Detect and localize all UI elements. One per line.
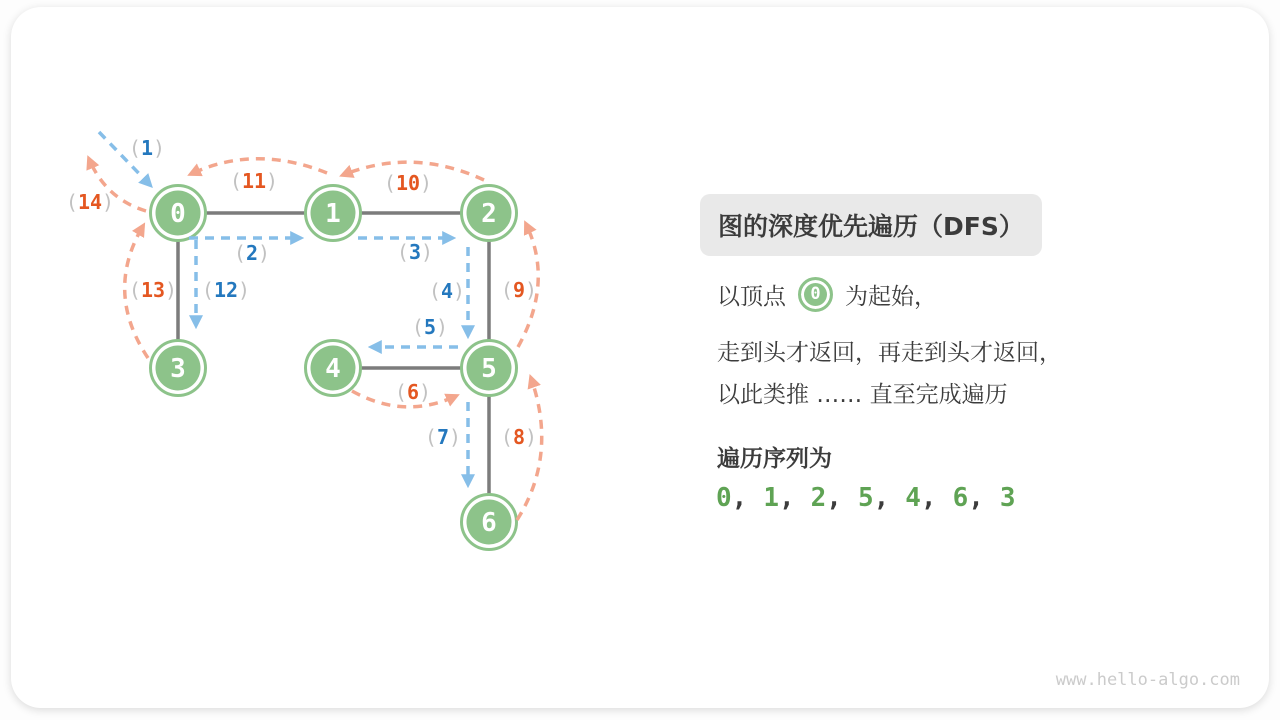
node-4-label: 4 [325,354,341,384]
sequence-comma: , [731,483,748,513]
node-3-label: 3 [170,354,186,384]
graph-node-1 [306,186,361,241]
graph-node-5 [462,341,517,396]
dfs-step-1-label: (1) [128,136,166,160]
sequence-item: 4 [905,483,921,513]
sequence-comma: , [778,483,795,513]
dfs-step-13-label: (13) [128,278,178,302]
traversal-sequence [716,483,1016,513]
sequence-item: 5 [857,483,874,513]
sequence-comma: , [968,483,984,513]
sequence-item: 3 [999,483,1016,513]
explanation-line-2: 走到头才返回，再走到头才返回， [717,340,1062,366]
dfs-step-11-label: (11) [229,169,279,193]
dfs-step-10-label: (10) [383,171,433,195]
dfs-step-6-label: (6) [394,380,432,404]
graph-node-6 [462,495,517,550]
node-2-label: 2 [481,199,497,229]
watermark: www.hello-algo.com [1055,670,1240,690]
dfs-step-5-label: (5) [411,315,449,339]
sequence-comma: , [826,483,842,513]
node-6-label: 6 [481,508,497,538]
node-0-label: 0 [170,199,186,229]
intro-suffix: 为起始， [845,283,937,310]
sequence-item: 0 [716,483,732,513]
inline-node-0 [798,277,833,312]
graph-node-4 [306,341,361,396]
node-5-label: 5 [481,354,497,384]
dfs-step-8-label: (8) [500,425,538,449]
dfs-step-9-label: (9) [500,278,538,302]
dfs-step-7-label: (7) [424,425,462,449]
sequence-comma: , [873,483,890,513]
sequence-comma: , [920,483,937,513]
dfs-step-12-label: (12) [201,278,251,302]
dfs-step-8-arrow [517,378,542,520]
sequence-item: 1 [763,483,779,513]
intro-prefix: 以顶点 [717,283,786,310]
dfs-step-3-label: (3) [396,240,434,264]
graph-node-2 [462,186,517,241]
panel-title: 图的深度优先遍历（DFS） [700,194,1042,256]
dfs-step-14-label: (14) [65,190,115,214]
sequence-label: 遍历序列为 [717,446,832,472]
inline-node-0-label: 0 [810,284,821,304]
sequence-item: 2 [810,483,827,513]
graph-node-3 [151,341,206,396]
dfs-step-4-label: (4) [428,279,466,303]
graph-node-0 [151,186,206,241]
explanation-line-3: 以此类推 …… 直至完成遍历 [717,382,1008,408]
intro-line [717,274,937,314]
dfs-step-2-label: (2) [233,241,271,265]
sequence-item: 6 [952,483,969,513]
node-1-label: 1 [325,199,341,229]
